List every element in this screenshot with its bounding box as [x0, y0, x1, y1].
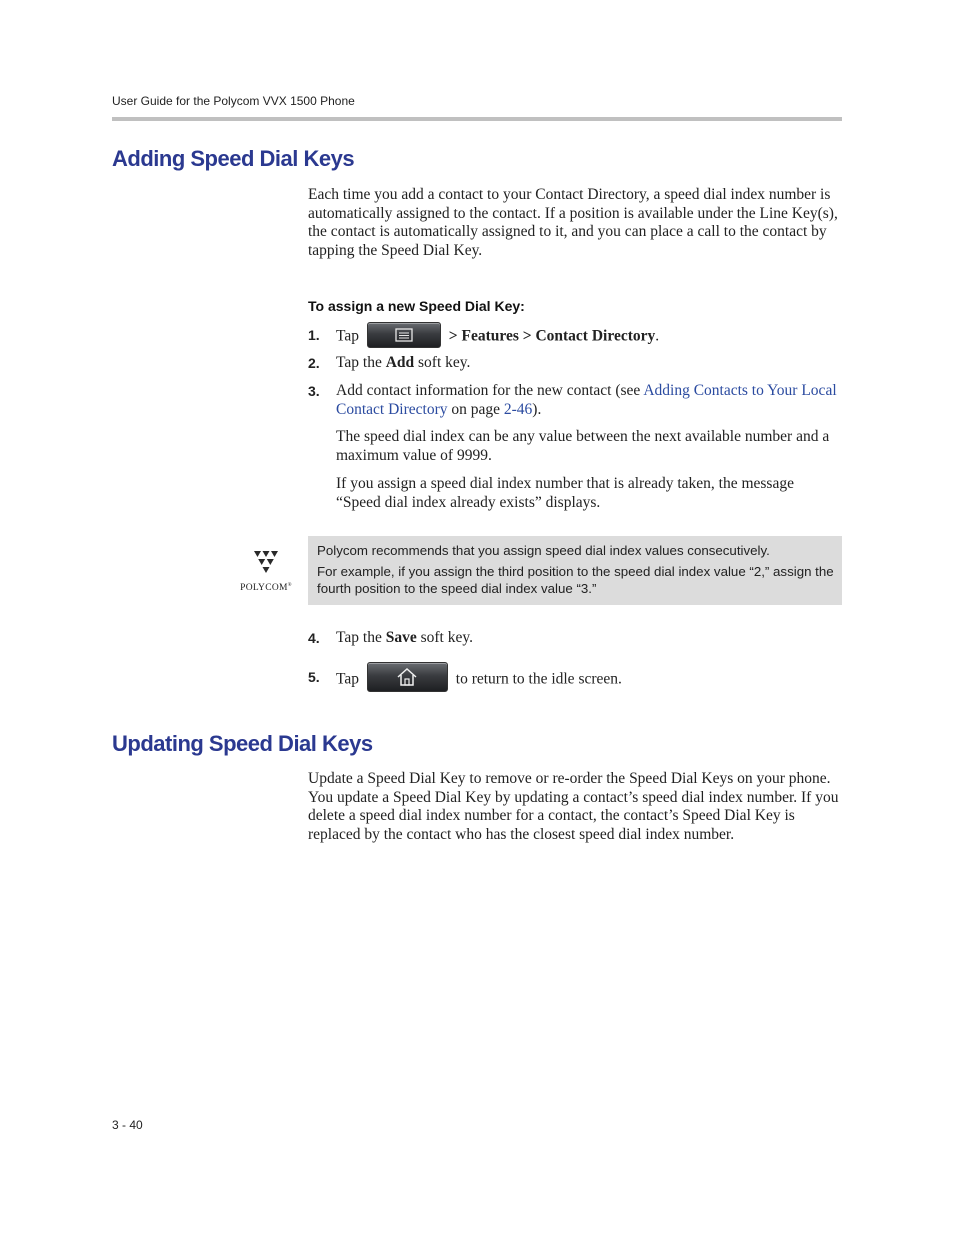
- menu-button-image: [367, 322, 441, 348]
- step-text-end: .: [655, 327, 660, 345]
- page-reference-link[interactable]: 2-46: [503, 400, 533, 418]
- logo-mark: ®: [287, 583, 292, 588]
- updating-paragraph: Update a Speed Dial Key to remove or re-order the Speed Dial Keys on your phone. You update a Speed Dial Key by updating a contact’s speed dial index number. If you delete a speed dial index number for a contact, the contact’s Speed Dial Key is replaced by the contact who has the closest speed dial index number.: [308, 770, 839, 844]
- step-5: [308, 668, 842, 692]
- section-heading-updating: Updating Speed Dial Keys: [112, 731, 373, 756]
- step-text: Tap the: [336, 629, 386, 646]
- intro-paragraph: Each time you add a contact to your Contact Directory, a speed dial index number is automatically assigned to the contact. If a position is available under the Line Key(s), the contact is automatically assigned to it, and you can place a call to the contact by tapping the Speed Dial Key.: [308, 186, 838, 260]
- logo-wordmark: POLYCOM: [240, 583, 288, 594]
- home-icon: [396, 668, 418, 686]
- section-heading-adding: Adding Speed Dial Keys: [112, 146, 355, 171]
- step-number: 1.: [308, 327, 320, 343]
- step-text-end: soft key.: [416, 629, 473, 646]
- step-number: 4.: [308, 630, 320, 646]
- step-text: Add contact information for the new contact (see: [336, 382, 644, 399]
- note-line-2: For example, if you assign the third position to the speed dial index value “2,” assign the fourth position to the speed dial index value “3.”: [317, 564, 834, 596]
- step-4: [308, 629, 842, 648]
- note-line-1: Polycom recommends that you assign speed dial index values consecutively.: [317, 543, 770, 558]
- cross-reference-link[interactable]: Adding Contacts to Your Local Contact Directory: [336, 382, 837, 418]
- step-number: 2.: [308, 355, 320, 371]
- step-text-mid: on page: [447, 400, 504, 418]
- step-number: 5.: [308, 669, 320, 685]
- step-detail-paragraph: If you assign a speed dial index number that is already taken, the message “Speed dial index already exists” displays.: [336, 474, 794, 511]
- step-softkey-add: Add: [385, 354, 415, 371]
- step-text-end: to return to the idle screen.: [455, 670, 622, 688]
- running-header: User Guide for the Polycom VVX 1500 Phone: [112, 94, 355, 108]
- header-rule: [112, 117, 842, 121]
- step-menu-path: > Features > Contact Directory: [448, 327, 656, 345]
- step-2: [308, 354, 842, 373]
- step-detail-paragraph: The speed dial index can be any value between the next available number and a maximum value of 9999.: [336, 428, 830, 465]
- step-text-end: soft key.: [414, 354, 471, 371]
- step-number: 3.: [308, 383, 320, 399]
- step-1: [308, 326, 842, 348]
- note-box: [308, 536, 842, 605]
- page-number: 3 - 40: [112, 1118, 143, 1132]
- polycom-logo: [236, 550, 296, 593]
- home-button-image: [367, 662, 448, 692]
- step-softkey-save: Save: [385, 629, 417, 646]
- menu-icon: [395, 328, 413, 342]
- step-text: Tap: [336, 670, 360, 688]
- step-3: [308, 382, 842, 512]
- step-text: Tap: [336, 327, 360, 345]
- procedure-title: To assign a new Speed Dial Key:: [308, 298, 525, 314]
- polycom-triangle-icon: [253, 550, 279, 576]
- step-text: Tap the: [336, 354, 386, 371]
- step-text-end: ).: [532, 400, 542, 418]
